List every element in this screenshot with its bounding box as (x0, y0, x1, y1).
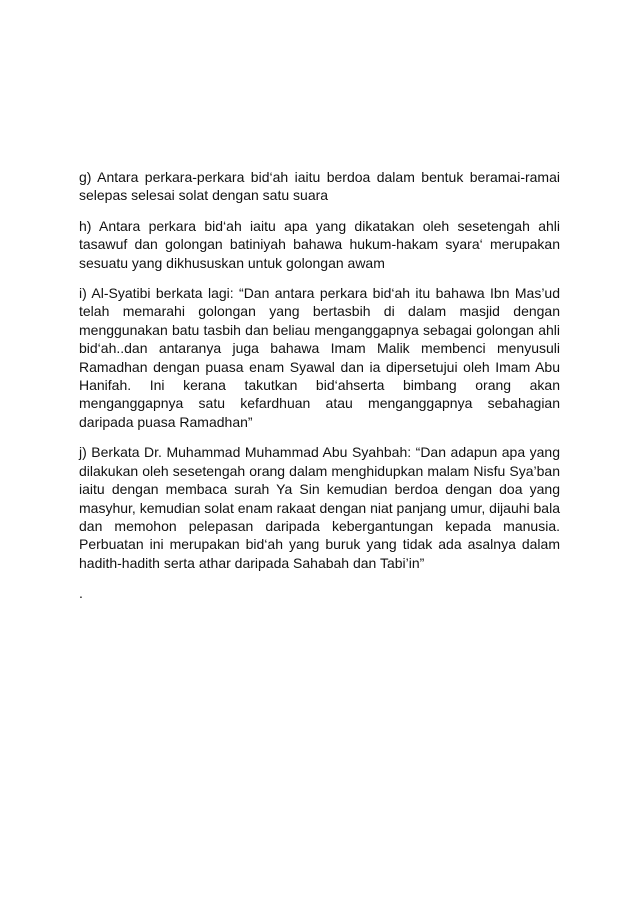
paragraph-g: g) Antara perkara-perkara bid‘ah iaitu berdoa dalam bentuk beramai-ramai selepas selesai solat dengan satu suara (79, 169, 560, 204)
document-page (79, 168, 560, 615)
paragraph-h: h) Antara perkara bid‘ah iaitu apa yang dikatakan oleh sesetengah ahli tasawuf dan golongan batiniyah bahawa hukum-hakam syara‘ merupakan sesuatu yang dikhususkan untuk golongan awam (79, 217, 560, 271)
paragraph-end-dot: . (79, 585, 83, 602)
paragraph-j: j) Berkata Dr. Muhammad Muhammad Abu Syahbah: “Dan adapun apa yang dilakukan oleh sesetengah orang dalam menghidupkan malam Nisfu Sya’ban iaitu dengan membaca surah Ya Sin kemudian berdoa dengan doa yang masyhur, kemudian solat enam rakaat dengan niat panjang umur, dijauhi bala dan memohon pelepasan daripada kebergantungan kepada manusia. Perbuatan ini merupakan bid‘ah yang buruk yang tidak ada asalnya dalam hadith-hadith serta athar daripada Sahabah dan Tabi’in” (79, 444, 560, 571)
paragraph-i: i) Al-Syatibi berkata lagi: “Dan antara perkara bid‘ah itu bahawa Ibn Mas’ud telah memarahi golongan yang bertasbih di dalam masjid dengan menggunakan batu tasbih dan beliau menganggapnya sebagai golongan ahli bid‘ah..dan antaranya juga bahawa Imam Malik membenci menyusuli Ramadhan dengan puasa enam Syawal dan ia dipersetujui oleh Imam Abu Hanifah. Ini kerana takutkan bid‘ahserta bimbang orang akan menganggapnya satu kefardhuan atau menganggapnya sebahagian daripada puasa Ramadhan” (79, 285, 560, 430)
